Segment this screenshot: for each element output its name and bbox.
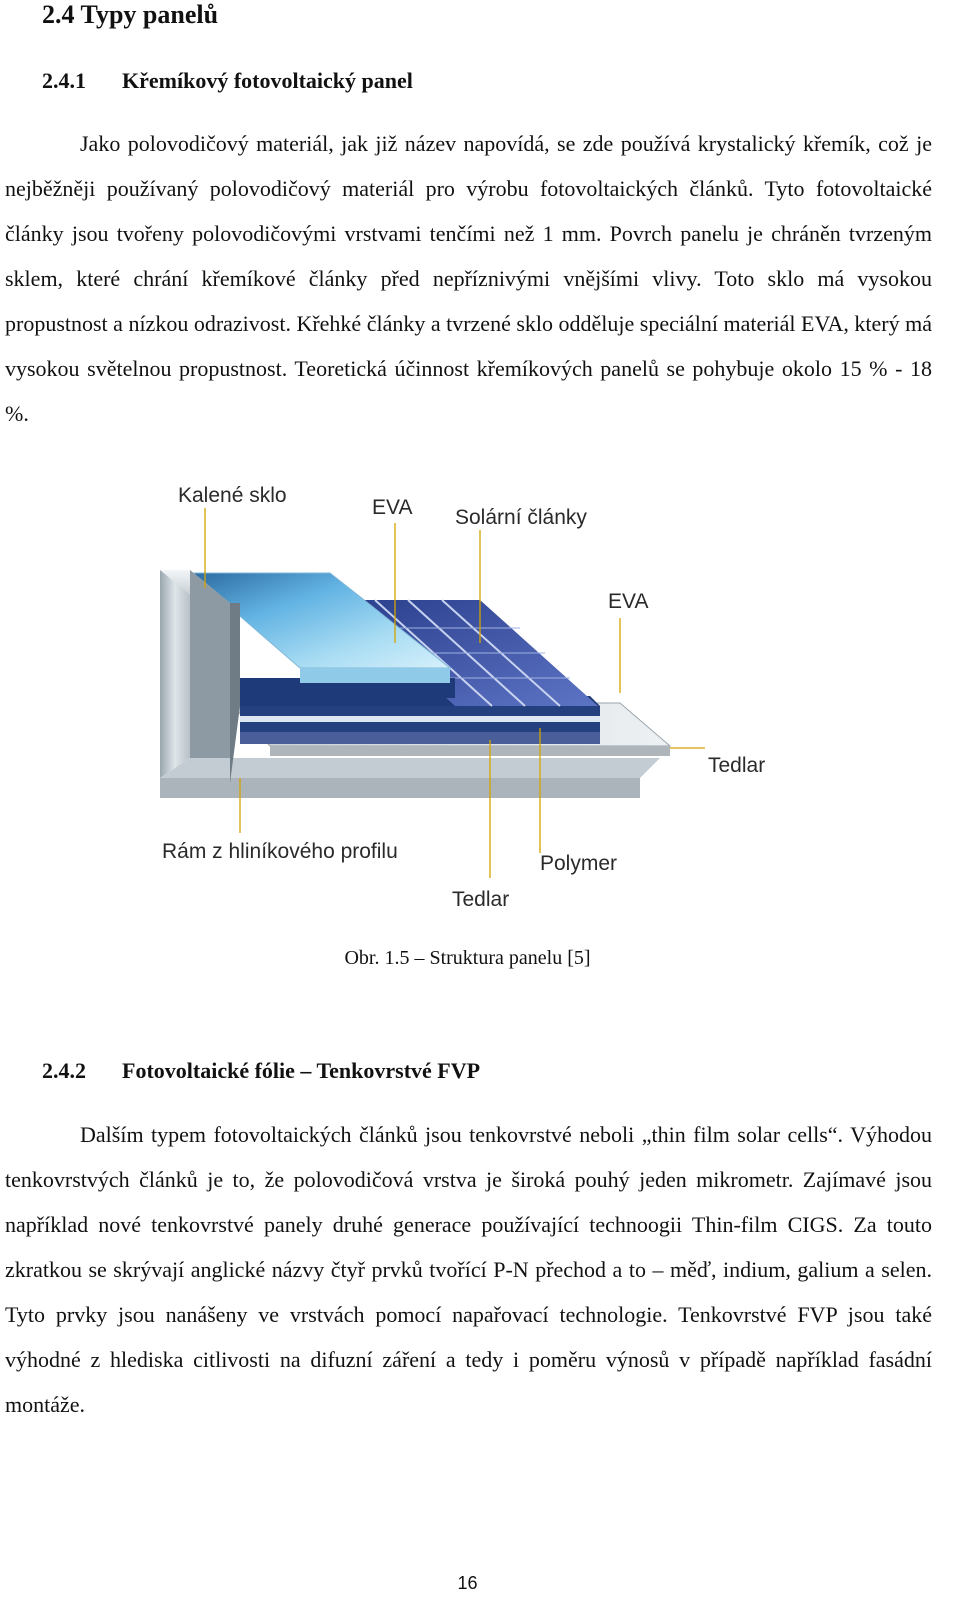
paragraph-2: [5, 1112, 932, 1427]
section-title: Typy panelů: [80, 0, 219, 29]
figure-caption: Obr. 1.5 – Struktura panelu [5]: [344, 947, 591, 969]
section-heading: [42, 0, 218, 30]
subsection-title: Křemíkový fotovoltaický panel: [122, 68, 413, 93]
paragraph-1: [5, 121, 932, 436]
label-eva-right: EVA: [608, 590, 649, 613]
panel-structure-figure: [150, 478, 800, 928]
label-frame: Rám z hliníkového profilu: [162, 840, 398, 863]
label-polymer: Polymer: [540, 852, 618, 875]
label-tedlar-right: Tedlar: [708, 754, 766, 777]
subsection-title: Fotovoltaické fólie – Tenkovrstvé FVP: [122, 1058, 481, 1083]
panel-diagram: [150, 478, 800, 928]
paragraph-text: Dalším typem fotovoltaických článků jsou tenkovrstvé neboli „thin film solar cells“. Výhodou tenkovrstvých článků je to, že polovodičová vrstva je široká pouhý jeden mikrometr. Zajímavé jsou například nové tenkovrstvé panely druhé generace používající technoogii Thin-film CIGS. Za touto zkratkou se skrývají anglické názvy čtyř prvků tvořící P-N přechod a to – měď, indium, galium a selen. Tyto prvky jsou nanášeny ve vrstvách pomocí napařovací technologie. Tenkovrstvé FVP jsou také výhodné z hlediska citlivosti na difuzní záření a tedy i poměru výnosů v případě například fasádní montáže.: [5, 1122, 932, 1417]
subsection-heading-1: [42, 68, 413, 94]
label-eva-top: EVA: [372, 496, 413, 519]
paragraph-text: Jako polovodičový materiál, jak již název napovídá, se zde používá krystalický křemík, což je nejběžněji používaný polovodičový materiál pro výrobu fotovoltaických článků. Tyto fotovoltaické články jsou tvořeny polovodičovými vrstvami tenčími než 1 mm. Povrch panelu je chráněn tvrzeným sklem, které chrání křemíkové články před nepříznivými vnějšími vlivy. Toto sklo má vysokou propustnost a nízkou odrazivost. Křehké články a tvrzené sklo odděluje speciální materiál EVA, který má vysokou světelnou propustnost. Teoretická účinnost křemíkových panelů se pohybuje okolo 15 % - 18 %.: [5, 131, 932, 426]
section-number: 2.4: [42, 0, 75, 29]
label-cells: Solární články: [455, 506, 587, 529]
subsection-number: 2.4.1: [42, 68, 86, 93]
subsection-heading-2: [42, 1058, 480, 1084]
label-glass: Kalené sklo: [178, 484, 287, 507]
page-number: 16: [457, 1573, 478, 1593]
subsection-number: 2.4.2: [42, 1058, 86, 1083]
label-tedlar-bottom: Tedlar: [452, 888, 510, 911]
